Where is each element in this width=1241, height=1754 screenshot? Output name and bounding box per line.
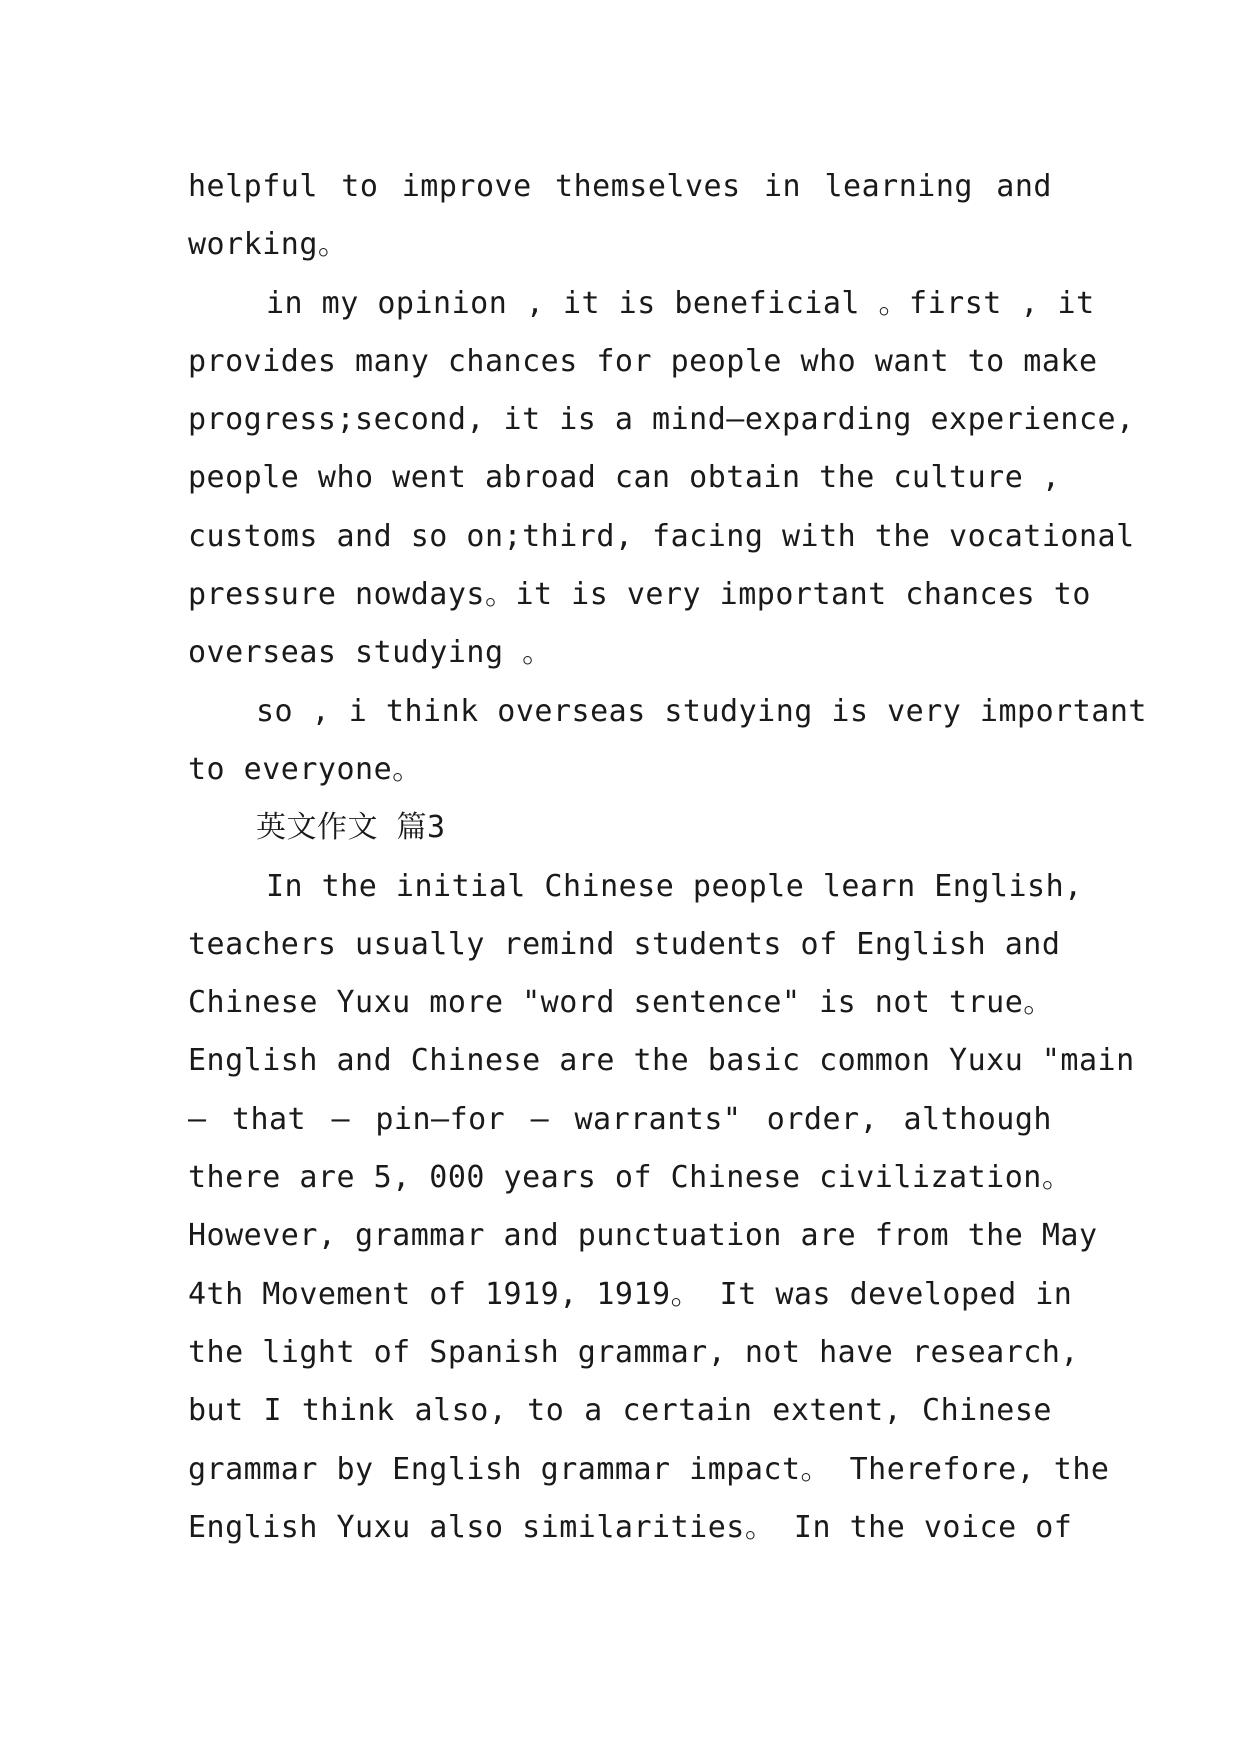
- text-line: overseas studying 。: [188, 635, 553, 671]
- text-line: provides many chances for people who want to make: [188, 343, 1098, 379]
- text-line: so , i think overseas studying is very important: [256, 693, 1147, 729]
- text-line: there are 5, 000 years of Chinese civilization。: [188, 1160, 1073, 1196]
- text-line: customs and so on;third, facing with the vocational: [188, 518, 1135, 554]
- text-line: in my opinion , it is beneficial 。first , it: [266, 285, 1095, 321]
- text-line: However, grammar and punctuation are from the May: [188, 1218, 1098, 1254]
- text-line: 英文作文 篇3: [256, 810, 446, 846]
- text-line: helpful to improve themselves in learning and: [188, 169, 1052, 204]
- text-line: but I think also, to a certain extent, Chinese: [188, 1393, 1052, 1429]
- body-text: [188, 158, 1147, 1557]
- text-line: — that — pin—for — warrants" order, although: [188, 1101, 1052, 1137]
- text-line: people who went abroad can obtain the culture ,: [188, 460, 1061, 496]
- text-line: pressure nowdays。it is very important chances to: [188, 577, 1091, 613]
- text-line: English and Chinese are the basic common Yuxu "main: [188, 1043, 1135, 1079]
- text-line: teachers usually remind students of English and: [188, 926, 1061, 962]
- text-line: Chinese Yuxu more "word sentence" is not true。: [188, 985, 1054, 1021]
- text-line: 4th Movement of 1919, 1919。 It was developed in: [188, 1276, 1073, 1312]
- text-line: working。: [188, 227, 349, 263]
- text-line: to everyone。: [188, 751, 423, 787]
- text-line: In the initial Chinese people learn English,: [266, 868, 1083, 904]
- text-line: the light of Spanish grammar, not have research,: [188, 1334, 1079, 1370]
- text-line: progress;second, it is a mind—exparding experience,: [188, 402, 1135, 438]
- text-line: English Yuxu also similarities。 In the voice of: [188, 1509, 1073, 1545]
- text-line: grammar by English grammar impact。 Therefore, the: [188, 1451, 1110, 1487]
